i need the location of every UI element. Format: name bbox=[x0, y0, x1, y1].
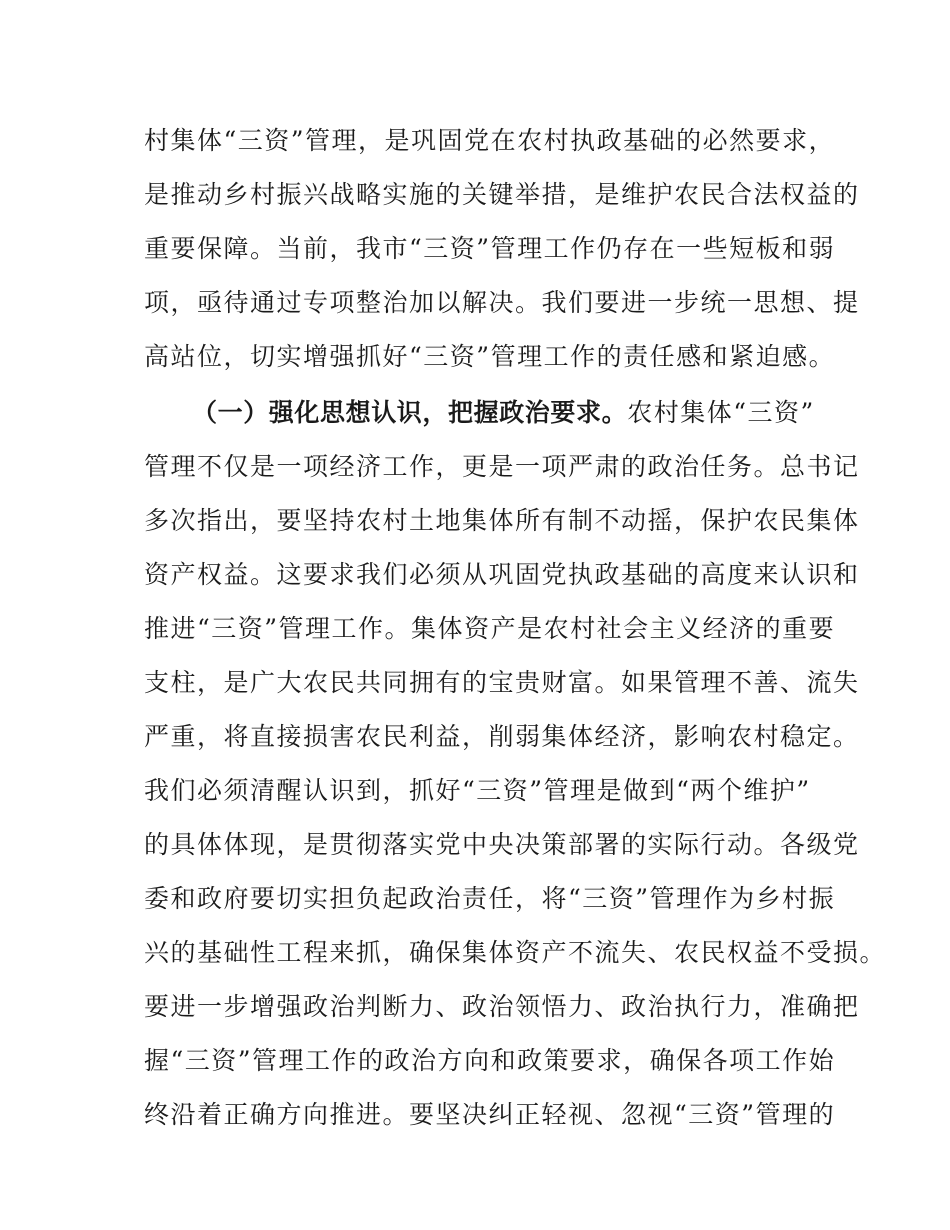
paragraph-line: 管理不仅是一项经济工作，更是一项严肃的政治任务。总书记 bbox=[144, 452, 860, 481]
paragraph-line: 项，亟待通过专项整治加以解决。我们要进一步统一思想、提 bbox=[144, 288, 860, 317]
paragraph-line: 我们必须清醒认识到，抓好“三资”管理是做到“两个维护” bbox=[144, 776, 811, 805]
paragraph-line: 终沿着正确方向推进。要坚决纠正轻视、忽视“三资”管理的 bbox=[144, 1100, 836, 1129]
paragraph-line: 多次指出，要坚持农村土地集体所有制不动摇，保护农民集体 bbox=[144, 506, 860, 535]
section-first-line-text: 农村集体“三资” bbox=[627, 398, 815, 427]
paragraph-line: 严重，将直接损害农民利益，削弱集体经济，影响农村稳定。 bbox=[144, 722, 860, 751]
paragraph-line: 的具体体现，是贯彻落实党中央决策部署的实际行动。各级党 bbox=[144, 830, 860, 859]
paragraph-line: 重要保障。当前，我市“三资”管理工作仍存在一些短板和弱 bbox=[144, 234, 836, 263]
section-heading: （一）强化思想认识，把握政治要求。 bbox=[192, 398, 628, 427]
paragraph-line: 兴的基础性工程来抓，确保集体资产不流失、农民权益不受损。 bbox=[144, 938, 887, 967]
paragraph-line: 是推动乡村振兴战略实施的关键举措，是维护农民合法权益的 bbox=[144, 180, 860, 209]
paragraph-line: 推进“三资”管理工作。集体资产是农村社会主义经济的重要 bbox=[144, 614, 836, 643]
section-first-line bbox=[192, 398, 815, 428]
paragraph-line: 资产权益。这要求我们必须从巩固党执政基础的高度来认识和 bbox=[144, 560, 860, 589]
paragraph-line: 委和政府要切实担负起政治责任，将“三资”管理作为乡村振 bbox=[144, 884, 836, 913]
paragraph-line: 支柱，是广大农民共同拥有的宝贵财富。如果管理不善、流失 bbox=[144, 668, 860, 697]
paragraph-line: 高站位，切实增强抓好“三资”管理工作的责任感和紧迫感。 bbox=[144, 342, 836, 371]
paragraph-line: 要进一步增强政治判断力、政治领悟力、政治执行力，准确把 bbox=[144, 992, 860, 1021]
paragraph-line: 握“三资”管理工作的政治方向和政策要求，确保各项工作始 bbox=[144, 1046, 836, 1075]
paragraph-line: 村集体“三资”管理，是巩固党在农村执政基础的必然要求， bbox=[144, 126, 836, 155]
